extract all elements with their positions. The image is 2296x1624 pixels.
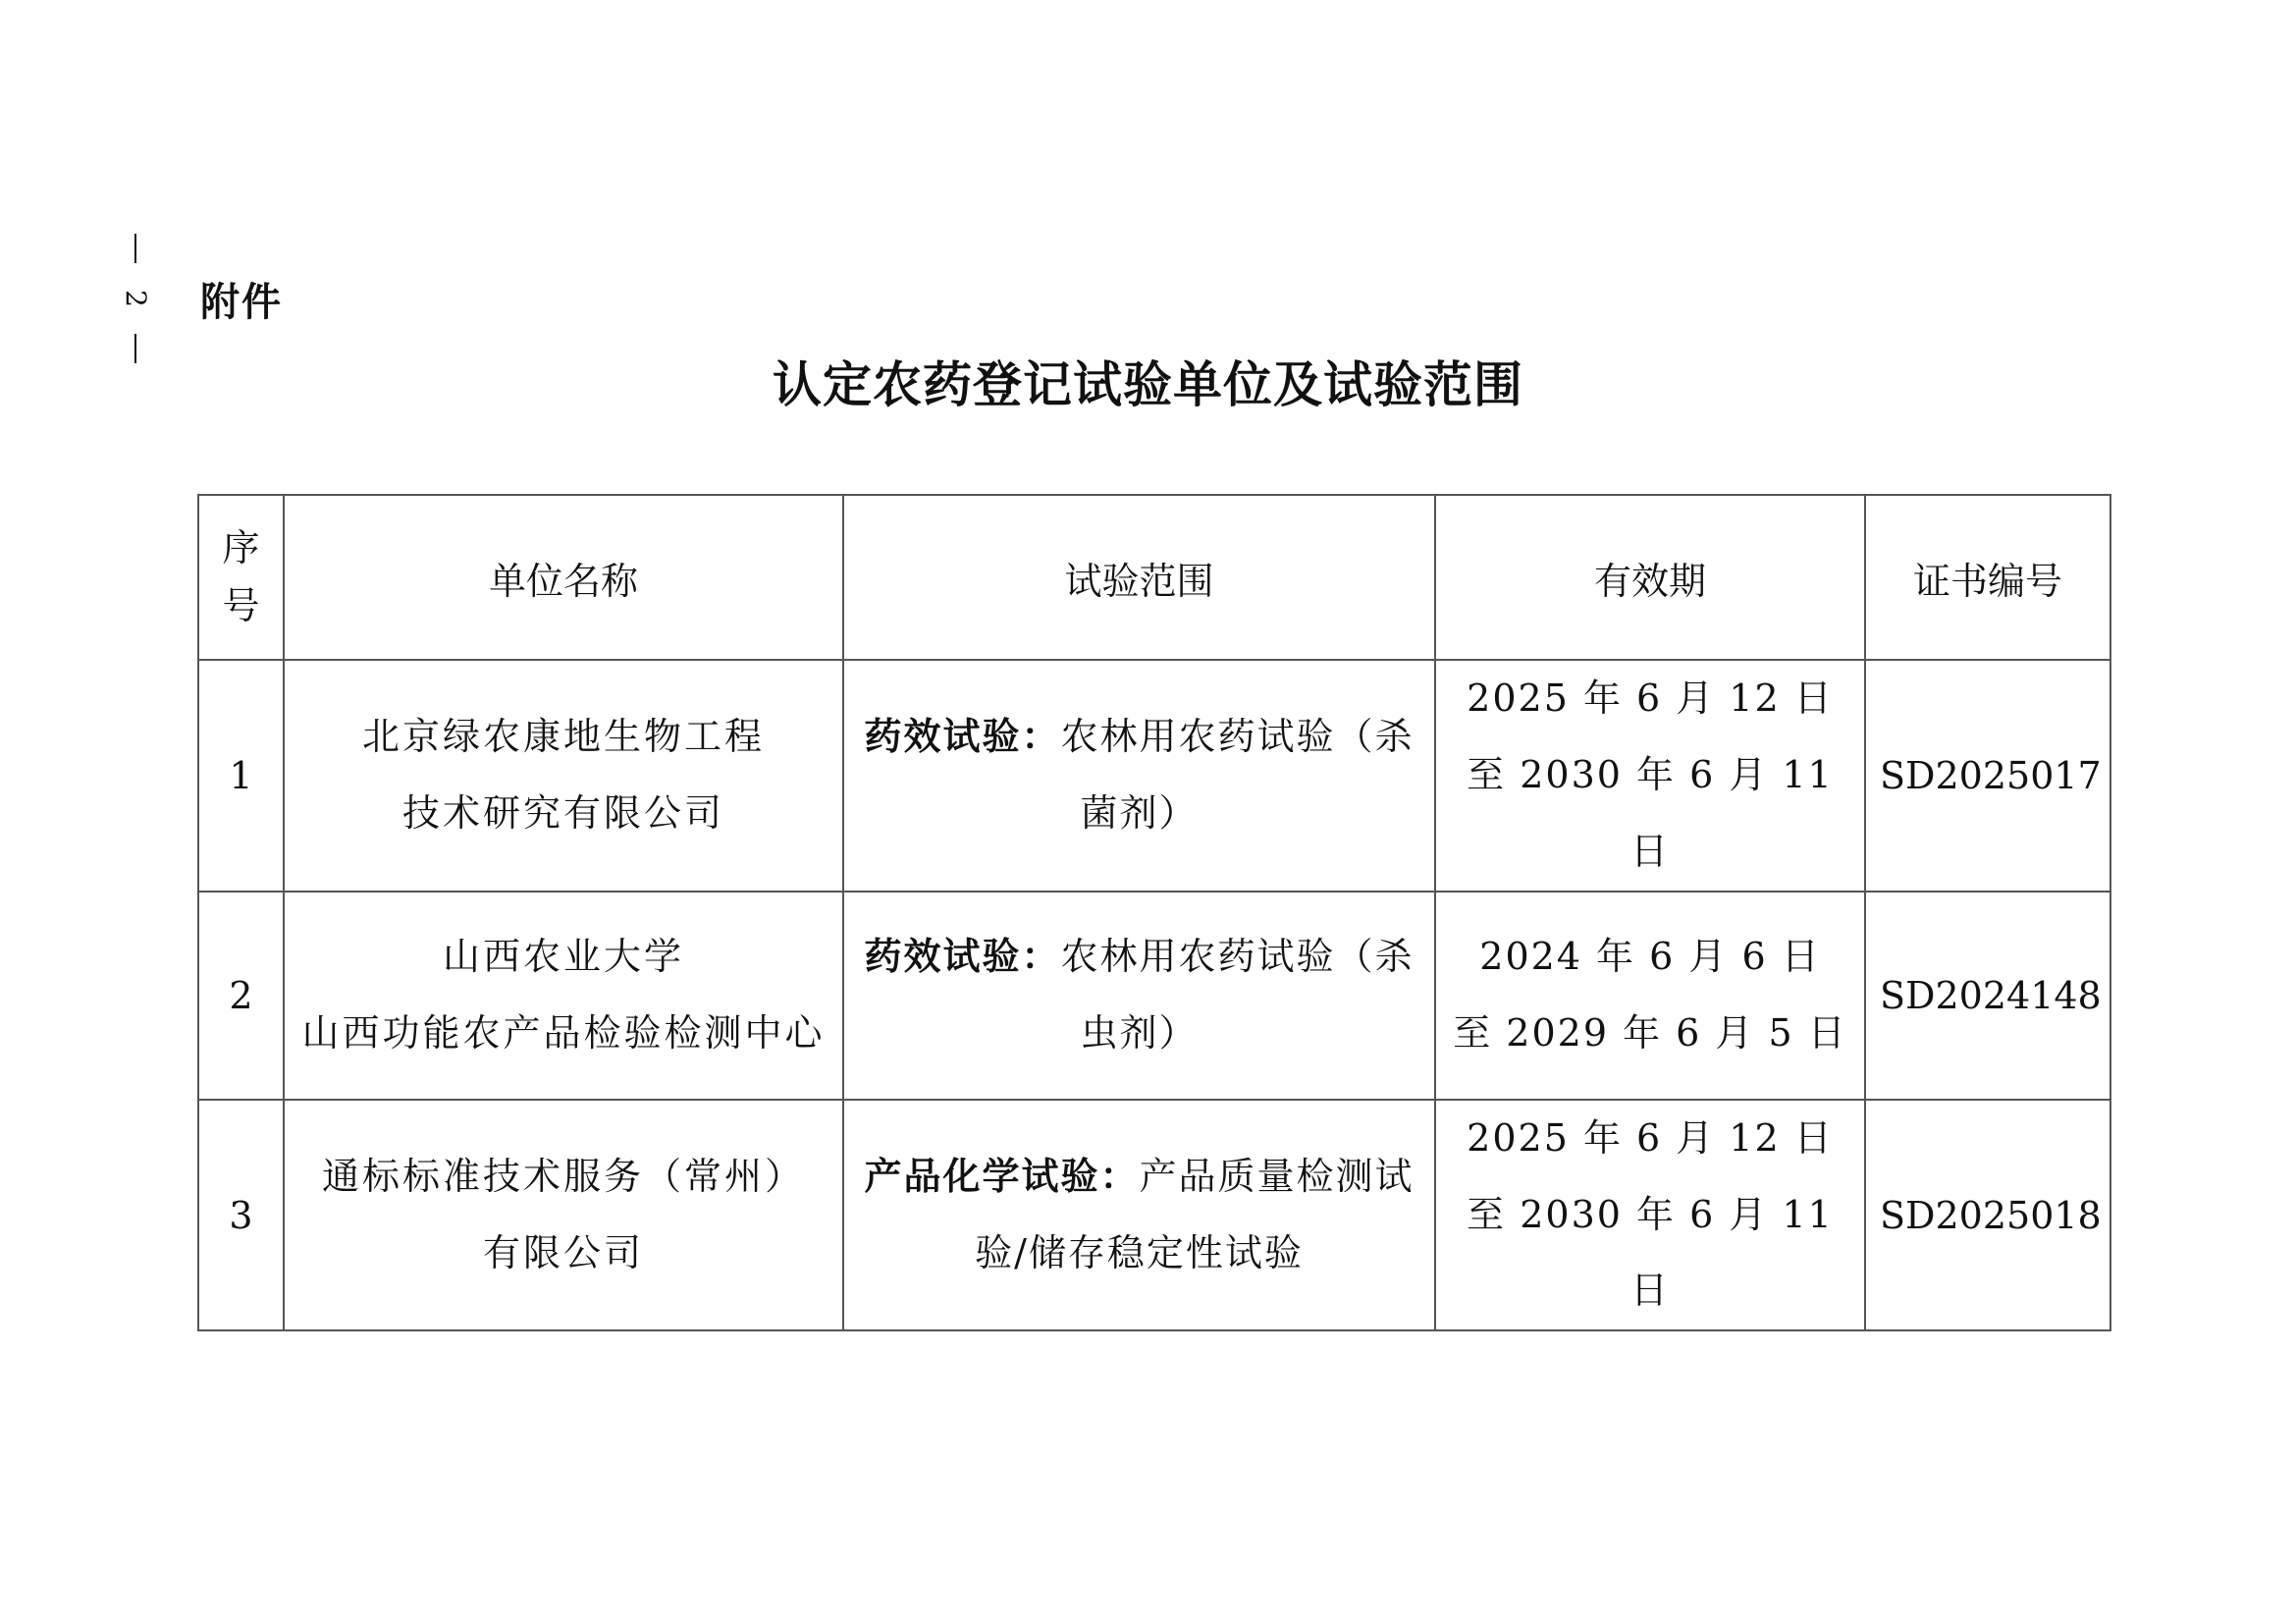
header-certificate: 证书编号 — [1865, 495, 2110, 660]
unit-name-line1: 通标标准技术服务（常州） — [321, 1154, 805, 1198]
header-unit-name: 单位名称 — [284, 495, 843, 660]
valid-to: 至 2030 年 6 月 11 日 — [1467, 1192, 1834, 1313]
unit-name-line2: 山西功能农产品检验检测中心 — [301, 1010, 826, 1055]
header-seq-line1: 序 — [222, 526, 260, 570]
row-seq: 2 — [198, 892, 284, 1100]
page-number-dash-top — [134, 234, 136, 263]
scope-type: 药效试验： — [864, 934, 1061, 978]
header-scope: 试验范围 — [843, 495, 1435, 660]
row-unit-name — [284, 660, 843, 892]
row-unit-name — [284, 892, 843, 1100]
scope-description: 农林用农药试验（杀菌剂） — [1060, 714, 1415, 835]
scope-type: 产品化学试验： — [864, 1154, 1140, 1198]
row-certificate: SD2025017 — [1865, 660, 2110, 892]
unit-name-line1: 山西农业大学 — [442, 934, 684, 978]
table-row — [198, 660, 2110, 892]
row-scope — [843, 1100, 1435, 1331]
registry-table — [197, 494, 2111, 1331]
row-seq: 3 — [198, 1100, 284, 1331]
header-validity: 有效期 — [1435, 495, 1865, 660]
scope-type: 药效试验： — [864, 714, 1061, 758]
table-row — [198, 1100, 2110, 1331]
document-title: 认定农药登记试验单位及试验范围 — [773, 355, 1523, 413]
row-seq: 1 — [198, 660, 284, 892]
valid-to: 至 2030 年 6 月 11 日 — [1467, 752, 1834, 873]
row-scope — [843, 892, 1435, 1100]
valid-from: 2025 年 6 月 12 日 — [1467, 677, 1834, 720]
row-unit-name — [284, 1100, 843, 1331]
attachment-label: 附件 — [200, 280, 283, 325]
table-header-row — [198, 495, 2110, 660]
row-validity — [1435, 892, 1865, 1100]
valid-from: 2025 年 6 月 12 日 — [1467, 1115, 1834, 1160]
row-certificate: SD2024148 — [1865, 892, 2110, 1100]
unit-name-line2: 有限公司 — [482, 1230, 644, 1274]
row-certificate: SD2025018 — [1865, 1100, 2110, 1331]
valid-to: 至 2029 年 6 月 5 日 — [1453, 1010, 1847, 1055]
header-seq — [198, 495, 284, 660]
row-scope — [843, 660, 1435, 892]
unit-name-line1: 北京绿农康地生物工程 — [361, 714, 765, 758]
header-seq-line2: 号 — [222, 584, 260, 627]
page-number-value: 2 — [119, 290, 152, 307]
row-validity — [1435, 660, 1865, 892]
table-row — [198, 892, 2110, 1100]
row-validity — [1435, 1100, 1865, 1331]
scope-description: 产品质量检测试验/储存稳定性试验 — [975, 1154, 1415, 1274]
valid-from: 2024 年 6 月 6 日 — [1479, 934, 1821, 978]
unit-name-line2: 技术研究有限公司 — [401, 790, 724, 835]
scope-description: 农林用农药试验（杀虫剂） — [1060, 934, 1415, 1055]
